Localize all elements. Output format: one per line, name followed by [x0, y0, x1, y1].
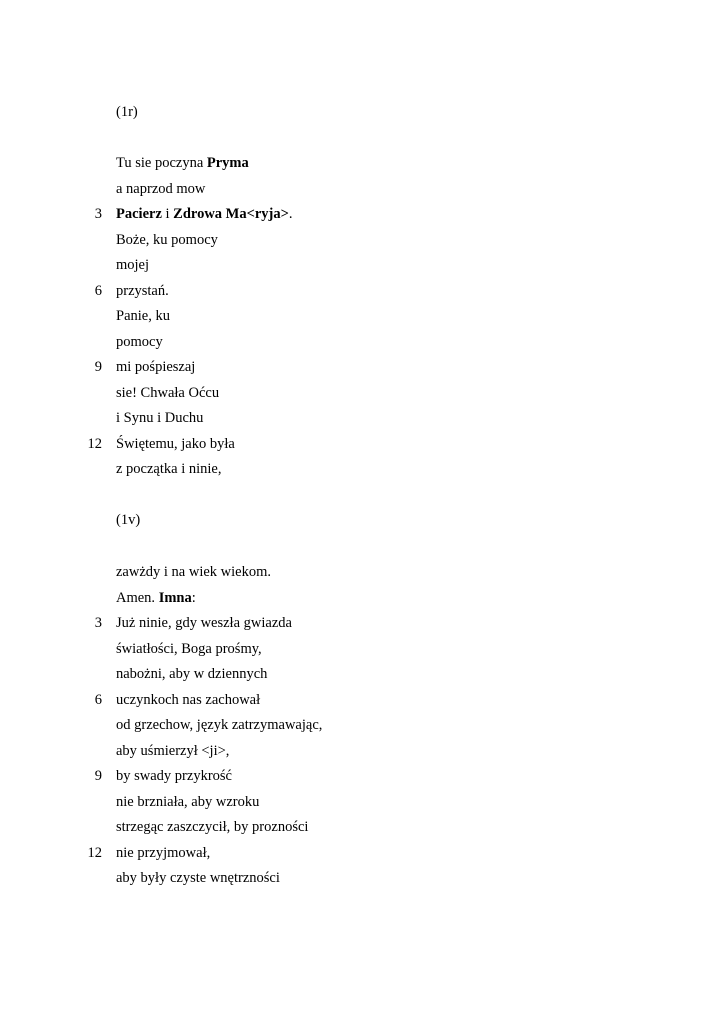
text-segment: pomocy — [116, 333, 163, 350]
text-line — [0, 588, 724, 608]
text-line — [0, 306, 724, 326]
line-text — [116, 306, 170, 326]
folio-marker-text: (1r) — [116, 104, 138, 120]
line-text — [116, 664, 267, 684]
line-number: 12 — [87, 435, 102, 452]
folio-marker — [0, 102, 724, 122]
line-number: 9 — [94, 768, 102, 784]
line-text — [116, 639, 262, 659]
line-text — [116, 459, 221, 479]
text-line — [0, 741, 724, 761]
text-line — [0, 255, 724, 275]
text-line — [0, 868, 724, 888]
line-number: 3 — [94, 615, 102, 631]
line-text — [116, 357, 195, 377]
line-number: 9 — [94, 359, 102, 375]
text-segment: Świętemu, jako była — [116, 435, 235, 452]
text-line — [0, 715, 724, 735]
line-number: 12 — [87, 844, 102, 861]
text-segment: nabożni, aby w dziennych — [116, 666, 268, 682]
text-line — [0, 817, 724, 837]
text-segment: Boże, ku pomocy — [116, 231, 218, 248]
text-line — [0, 408, 724, 428]
text-line — [0, 690, 724, 710]
text-segment: aby uśmierzył <ji>, — [116, 742, 230, 759]
text-line — [0, 281, 724, 301]
text-line — [0, 204, 724, 224]
text-segment: by swady przykrość — [116, 768, 232, 784]
text-segment: mi pośpieszaj — [116, 359, 196, 375]
line-text — [116, 204, 293, 224]
line-text — [116, 255, 149, 275]
text-segment: Amen. — [116, 589, 159, 606]
text-line — [0, 562, 724, 582]
text-line — [0, 792, 724, 812]
text-segment: strzegąc zaszczycił, by prozności — [116, 819, 309, 835]
text-segment: i Synu i Duchu — [116, 410, 204, 426]
line-text — [116, 792, 259, 812]
text-segment: i — [161, 206, 174, 222]
text-segment: nie brzniała, aby wzroku — [116, 793, 260, 810]
text-segment: Tu sie poczyna — [116, 155, 207, 171]
line-text — [116, 332, 163, 352]
line-text — [116, 613, 292, 633]
line-text — [116, 690, 260, 710]
text-segment: Już ninie, gdy weszła gwiazda — [116, 615, 292, 631]
line-text — [116, 868, 280, 888]
text-line — [0, 230, 724, 250]
line-text — [116, 766, 232, 786]
line-text — [116, 230, 218, 250]
text-line — [0, 843, 724, 863]
line-text — [116, 383, 219, 403]
text-segment: : — [191, 589, 196, 606]
line-text — [116, 179, 205, 199]
line-text — [116, 715, 322, 735]
folio-marker-text: (1v) — [116, 512, 141, 528]
text-segment: . — [288, 206, 293, 222]
line-number: 3 — [94, 206, 102, 222]
text-segment: Panie, ku — [116, 308, 170, 324]
text-line — [0, 459, 724, 479]
line-number: 6 — [94, 691, 102, 708]
text-line — [0, 153, 724, 173]
text-segment: przystań. — [116, 282, 169, 299]
text-line — [0, 613, 724, 633]
text-line — [0, 766, 724, 786]
line-text — [116, 281, 169, 301]
text-line — [0, 179, 724, 199]
text-line — [0, 664, 724, 684]
text-line — [0, 639, 724, 659]
text-segment: zawżdy i na wiek wiekom. — [116, 564, 272, 580]
line-text — [116, 588, 196, 608]
text-segment: nie przyjmował, — [116, 844, 211, 861]
line-text — [116, 408, 203, 428]
folio-marker — [0, 510, 724, 530]
text-segment: z początka i ninie, — [116, 461, 222, 477]
line-text — [116, 562, 271, 582]
line-number: 6 — [94, 282, 102, 299]
text-segment: uczynkoch nas zachował — [116, 691, 261, 708]
bold-text: Pryma — [206, 155, 249, 171]
text-segment: aby były czyste wnętrzności — [116, 870, 280, 886]
bold-text: Imna — [158, 589, 192, 606]
bold-text: Zdrowa Ma<ryja> — [173, 206, 289, 222]
text-line — [0, 332, 724, 352]
line-text — [116, 817, 308, 837]
text-segment: a naprzod mow — [116, 180, 206, 197]
text-line — [0, 434, 724, 454]
text-segment: od grzechow, język zatrzymawając, — [116, 717, 323, 733]
text-line — [0, 383, 724, 403]
line-text — [116, 434, 235, 454]
text-segment: mojej — [116, 257, 150, 273]
text-line — [0, 357, 724, 377]
text-segment: sie! Chwała Oćcu — [116, 384, 220, 401]
text-segment: światłości, Boga prośmy, — [116, 640, 262, 657]
line-text — [116, 153, 249, 173]
line-text — [116, 741, 229, 761]
bold-text: Pacierz — [116, 206, 162, 222]
line-text — [116, 843, 210, 863]
